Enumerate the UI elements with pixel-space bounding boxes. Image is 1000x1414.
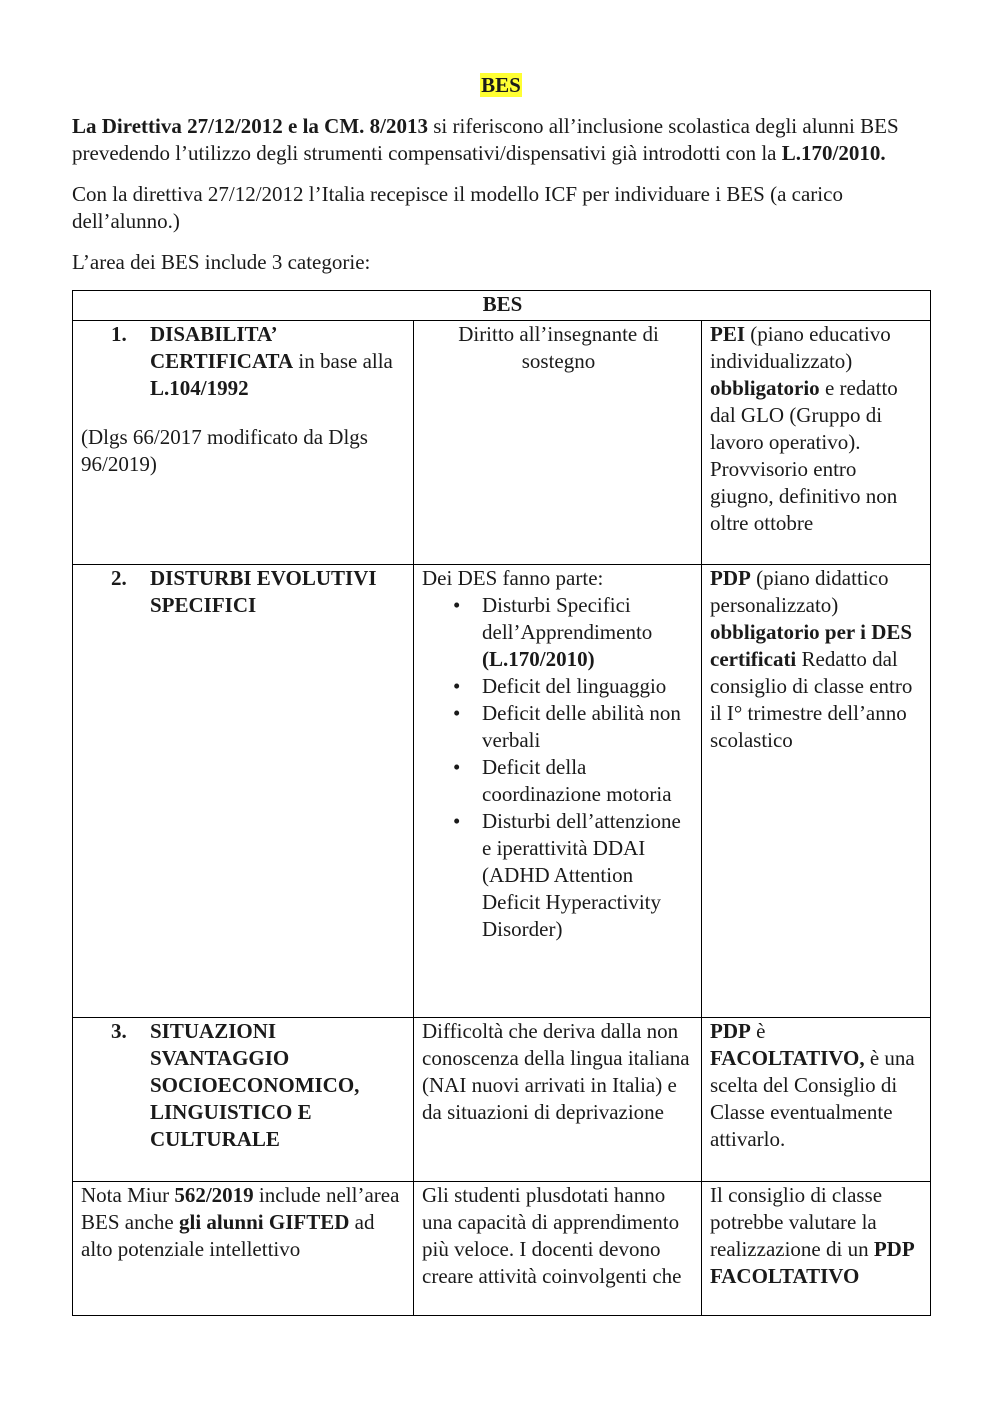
row1-description: Diritto all’insegnante di sostegno bbox=[414, 321, 702, 565]
row2-plan: PDP (piano didattico personalizzato) obbligatorio per i DES certificati Redatto dal consiglio di classe entro il I° trimestre dell’anno scolastico bbox=[702, 565, 931, 1018]
page-title: BES bbox=[481, 73, 521, 97]
bes-table bbox=[72, 290, 931, 1316]
intro-paragraph: La Direttiva 27/12/2012 e la CM. 8/2013 si riferiscono all’inclusione scolastica degli alunni BES prevedendo l’utilizzo degli strumenti compensativi/dispensativi già introdotti con la L.170/2010. bbox=[72, 114, 899, 165]
row1-note: (Dlgs 66/2017 modificato da Dlgs 96/2019) bbox=[81, 425, 368, 476]
row4-plan: Il consiglio di classe potrebbe valutare la realizzazione di un PDP FACOLTATIVO bbox=[702, 1182, 931, 1316]
row3-category: 3. SITUAZIONI SVANTAGGIO SOCIOECONOMICO, LINGUISTICO E CULTURALE bbox=[73, 1018, 414, 1182]
document-page bbox=[72, 72, 930, 1316]
list-item: • Deficit del linguaggio bbox=[482, 673, 695, 700]
table-row bbox=[73, 321, 931, 565]
row3-plan: PDP è FACOLTATIVO, è una scelta del Consiglio di Classe eventualmente attivarlo. bbox=[702, 1018, 931, 1182]
icf-paragraph: Con la direttiva 27/12/2012 l’Italia recepisce il modello ICF per individuare i BES (a carico dell’alunno.) bbox=[72, 182, 843, 233]
list-item: • Disturbi dell’attenzione e iperattività DDAI (ADHD Attention Deficit Hyperactivity Disorder) bbox=[482, 808, 695, 943]
row2-category: 2. DISTURBI EVOLUTIVI SPECIFICI bbox=[73, 565, 414, 1018]
des-list bbox=[422, 592, 695, 943]
table-row bbox=[73, 1018, 931, 1182]
table-row bbox=[73, 565, 931, 1018]
table-header: BES bbox=[73, 291, 931, 321]
row4-description: Gli studenti plusdotati hanno una capacità di apprendimento più veloce. I docenti devono creare attività coinvolgenti che bbox=[414, 1182, 702, 1316]
table-row bbox=[73, 1182, 931, 1316]
row1-plan: PEI (piano educativo individualizzato) obbligatorio e redatto dal GLO (Gruppo di lavoro operativo). Provvisorio entro giugno, definitivo non oltre ottobre bbox=[702, 321, 931, 565]
categories-paragraph: L’area dei BES include 3 categorie: bbox=[72, 250, 371, 274]
table-header-row bbox=[73, 291, 931, 321]
row3-description: Difficoltà che deriva dalla non conoscenza della lingua italiana (NAI nuovi arrivati in Italia) e da situazioni di deprivazione bbox=[414, 1018, 702, 1182]
list-item: • Disturbi Specifici dell’Apprendimento (L.170/2010) bbox=[482, 592, 695, 673]
row2-description: Dei DES fanno parte: • Disturbi Specifici dell’Apprendimento (L.170/2010) • Deficit del linguaggio • Deficit delle abilità non verbali • Deficit della coordinazione motoria • Disturbi dell’attenzione e iperattività DDAI (ADHD Attention Deficit Hyperactivity Disorder) bbox=[414, 565, 702, 1018]
row4-category: Nota Miur 562/2019 include nell’area BES anche gli alunni GIFTED ad alto potenziale intellettivo bbox=[73, 1182, 414, 1316]
list-item: • Deficit delle abilità non verbali bbox=[482, 700, 695, 754]
list-item: • Deficit della coordinazione motoria bbox=[482, 754, 695, 808]
row1-category: 1. DISABILITA’ CERTIFICATA in base alla L.104/1992 (Dlgs 66/2017 modificato da Dlgs 96/2019) bbox=[73, 321, 414, 565]
